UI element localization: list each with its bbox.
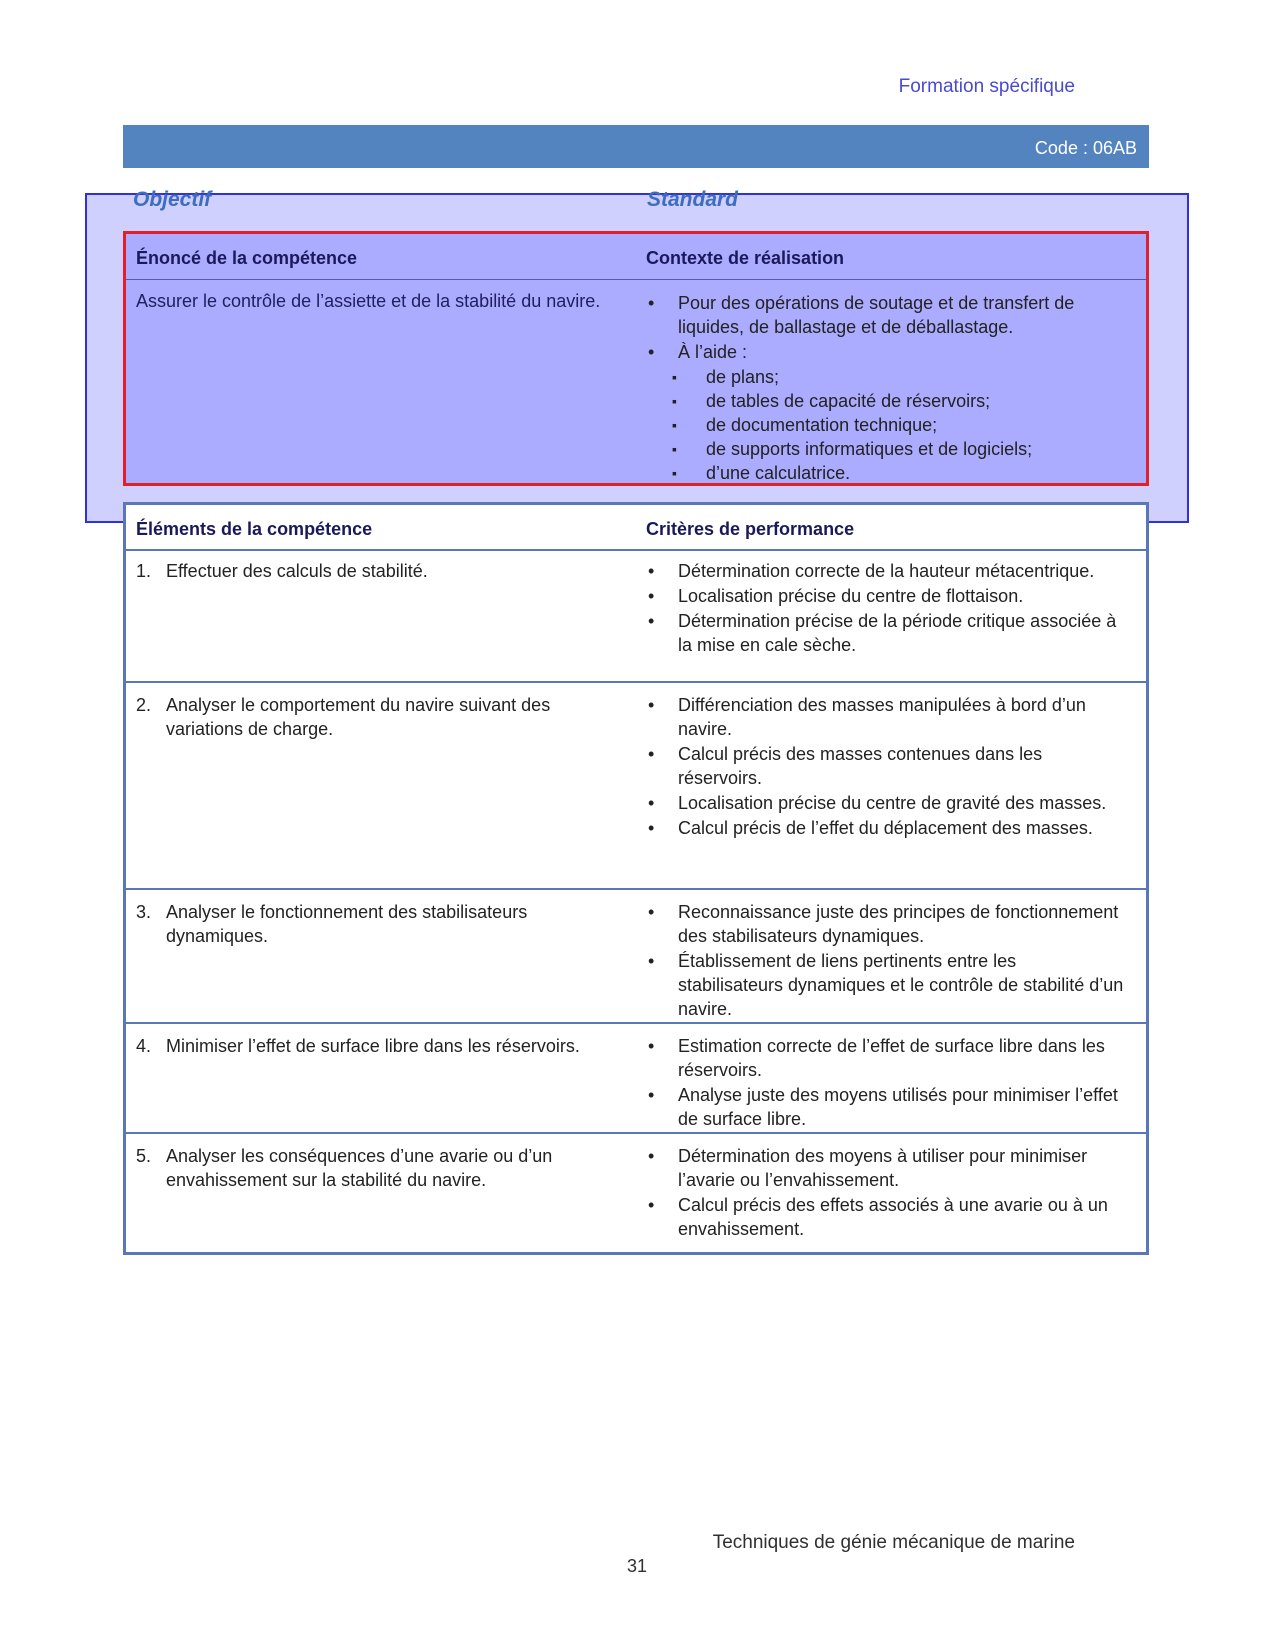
- document-header-title: Formation spécifique: [898, 76, 1075, 97]
- criteres-cell: [646, 1034, 1126, 1132]
- critere-item: • Détermination précise de la période critique associée à la mise en cale sèche.: [646, 609, 1126, 657]
- critere-item: • Calcul précis des masses contenues dans les réservoirs.: [646, 742, 1126, 790]
- footer-program-title: Techniques de génie mécanique de marine: [712, 1532, 1075, 1553]
- enonce-column-header: Énoncé de la compétence: [136, 248, 358, 268]
- element-number: 3.: [136, 902, 152, 922]
- aide-item: ▪ de tables de capacité de réservoirs;: [646, 389, 1141, 413]
- critere-item: • Analyse juste des moyens utilisés pour minimiser l’effet de surface libre.: [646, 1083, 1126, 1131]
- critere-item: • Reconnaissance juste des principes de fonctionnement des stabilisateurs dynamiques.: [646, 900, 1126, 948]
- aide-item: ▪ d’une calculatrice.: [646, 461, 1141, 485]
- element-text: Effectuer des calculs de stabilité.: [166, 561, 428, 581]
- table-row: [126, 1024, 1146, 1134]
- element-text: Minimiser l’effet de surface libre dans les réservoirs.: [166, 1036, 580, 1056]
- enonce-text: Assurer le contrôle de l’assiette et de la stabilité du navire.: [136, 291, 601, 311]
- contexte-item: • Pour des opérations de soutage et de transfert de liquides, de ballastage et de déballastage.: [646, 291, 1141, 339]
- critere-item: • Calcul précis des effets associés à une avarie ou à un envahissement.: [646, 1193, 1126, 1241]
- element-cell: [136, 900, 616, 948]
- table-row: [126, 890, 1146, 1024]
- critere-item: • Estimation correcte de l’effet de surface libre dans les réservoirs.: [646, 1034, 1126, 1082]
- element-text: Analyser le comportement du navire suivant des variations de charge.: [166, 695, 551, 739]
- standard-heading: Standard: [647, 188, 739, 211]
- elements-table-header: [126, 505, 1146, 551]
- aide-item: ▪ de plans;: [646, 365, 1141, 389]
- element-cell: [136, 1034, 616, 1058]
- critere-item: • Établissement de liens pertinents entre les stabilisateurs dynamiques et le contrôle de stabilité d’un navire.: [646, 949, 1126, 1021]
- critere-item: • Détermination correcte de la hauteur métacentrique.: [646, 559, 1126, 583]
- element-number: 4.: [136, 1036, 152, 1056]
- criteres-column-header: Critères de performance: [646, 519, 855, 539]
- criteres-cell: [646, 693, 1126, 841]
- element-number: 2.: [136, 695, 152, 715]
- element-cell: [136, 693, 616, 741]
- aide-item: ▪ de supports informatiques et de logiciels;: [646, 437, 1141, 461]
- criteres-cell: [646, 1144, 1126, 1242]
- critere-item: • Différenciation des masses manipulées à bord d’un navire.: [646, 693, 1126, 741]
- critere-item: • Calcul précis de l’effet du déplacement des masses.: [646, 816, 1126, 840]
- critere-item: • Localisation précise du centre de gravité des masses.: [646, 791, 1126, 815]
- critere-item: • Détermination des moyens à utiliser pour minimiser l’avarie ou l’envahissement.: [646, 1144, 1126, 1192]
- element-text: Analyser les conséquences d’une avarie ou d’un envahissement sur la stabilité du navire.: [166, 1146, 553, 1190]
- contexte-realisation: [646, 291, 1141, 485]
- code-bar: [123, 125, 1149, 168]
- table-row: [126, 683, 1146, 890]
- contexte-column-header: Contexte de réalisation: [646, 248, 845, 268]
- element-cell: [136, 559, 616, 583]
- element-number: 5.: [136, 1146, 152, 1166]
- element-cell: [136, 1144, 616, 1192]
- elements-column-header: Éléments de la compétence: [136, 519, 373, 539]
- table-row: [126, 549, 1146, 683]
- contexte-item: • À l’aide :: [646, 340, 1141, 364]
- page-number: 31: [627, 1556, 648, 1576]
- criteres-cell: [646, 900, 1126, 1022]
- table-row: [126, 1134, 1146, 1252]
- critere-item: • Localisation précise du centre de flottaison.: [646, 584, 1126, 608]
- course-code: Code : 06AB: [1034, 138, 1137, 158]
- enonce-table-header: [126, 234, 1146, 280]
- elements-table: [123, 502, 1149, 1255]
- criteres-cell: [646, 559, 1126, 658]
- element-text: Analyser le fonctionnement des stabilisateurs dynamiques.: [166, 902, 528, 946]
- objectif-heading: Objectif: [133, 188, 212, 211]
- element-number: 1.: [136, 561, 152, 581]
- aide-item: ▪ de documentation technique;: [646, 413, 1141, 437]
- enonce-table: [123, 231, 1149, 486]
